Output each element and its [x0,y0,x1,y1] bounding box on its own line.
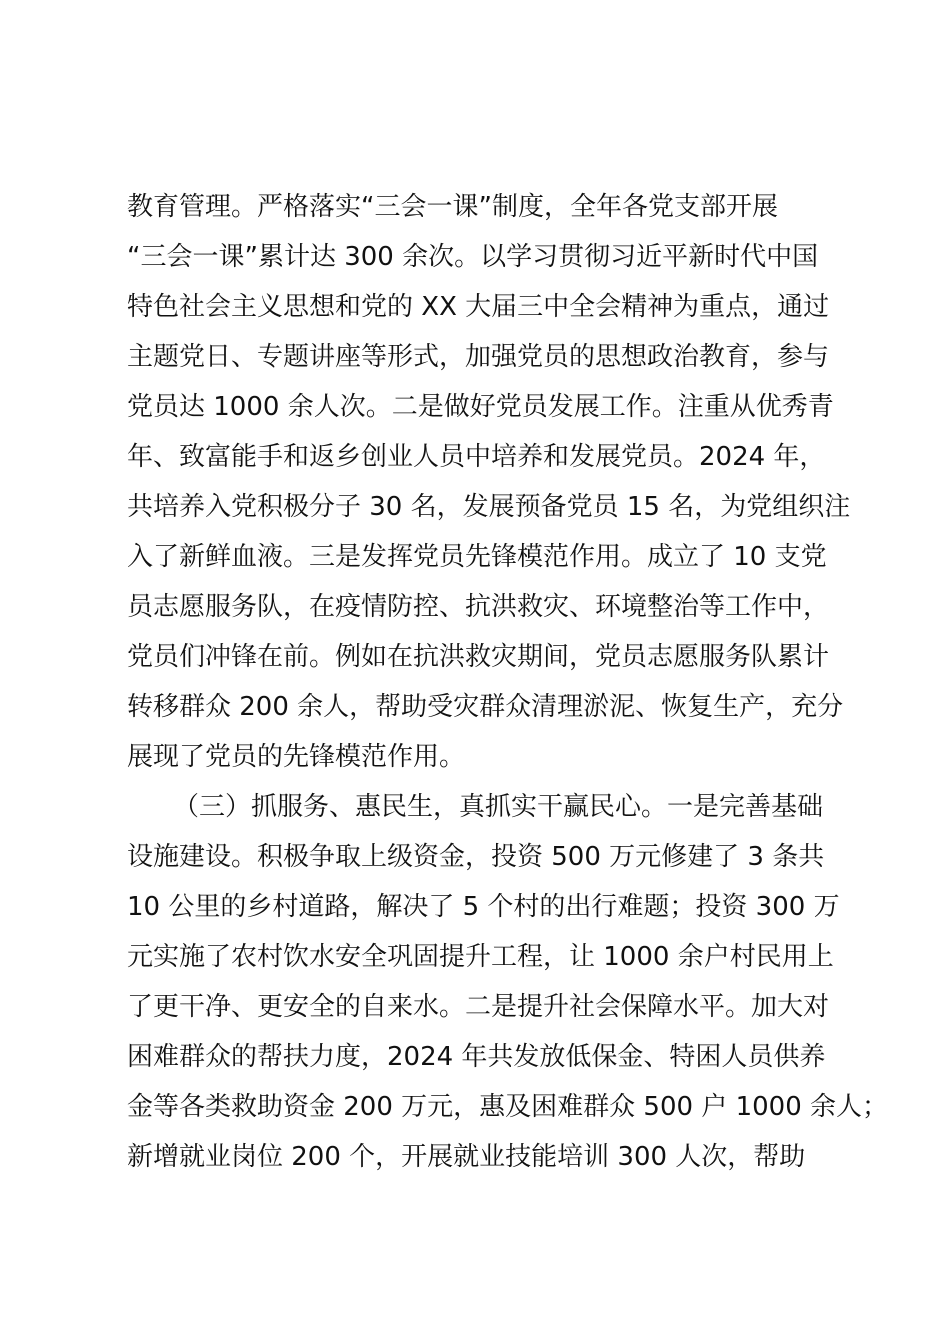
section-heading-line: （三）抓服务、惠民生，真抓实干赢民心。一是完善基础 [173,792,824,822]
text-line: 共培养入党积极分子 30 名，发展预备党员 15 名，为党组织注 [127,492,851,522]
text-line: 入了新鲜血液。三是发挥党员先锋模范作用。成立了 10 支党 [127,542,827,572]
text-line: 金等各类救助资金 200 万元，惠及困难群众 500 户 1000 余人； [127,1092,889,1122]
text-line: 党员达 1000 余人次。二是做好党员发展工作。注重从优秀青 [127,392,834,422]
text-line: “三会一课”累计达 300 余次。以学习贯彻习近平新时代中国 [127,242,819,272]
text-line: 元实施了农村饮水安全巩固提升工程，让 1000 余户村民用上 [127,942,834,972]
text-line: 教育管理。严格落实“三会一课”制度，全年各党支部开展 [127,192,778,222]
text-line: 10 公里的乡村道路，解决了 5 个村的出行难题；投资 300 万 [127,892,840,922]
text-line: 设施建设。积极争取上级资金，投资 500 万元修建了 3 条共 [127,842,825,872]
text-line: 主题党日、专题讲座等形式，加强党员的思想政治教育，参与 [127,342,830,372]
text-line: 特色社会主义思想和党的 XX 大届三中全会精神为重点，通过 [127,292,830,322]
text-line: 年、致富能手和返乡创业人员中培养和发展党员。2024 年， [127,442,826,472]
text-line: 员志愿服务队，在疫情防控、抗洪救灾、环境整治等工作中， [127,592,830,622]
text-line: 困难群众的帮扶力度，2024 年共发放低保金、特困人员供养 [127,1042,826,1072]
text-line: 了更干净、更安全的自来水。二是提升社会保障水平。加大对 [127,992,830,1022]
text-line: 新增就业岗位 200 个，开展就业技能培训 300 人次，帮助 [127,1142,806,1172]
body-text [127,182,889,1182]
text-line: 党员们冲锋在前。例如在抗洪救灾期间，党员志愿服务队累计 [127,642,830,672]
text-line: 展现了党员的先锋模范作用。 [127,742,466,772]
text-line: 转移群众 200 余人，帮助受灾群众清理淤泥、恢复生产，充分 [127,692,844,722]
